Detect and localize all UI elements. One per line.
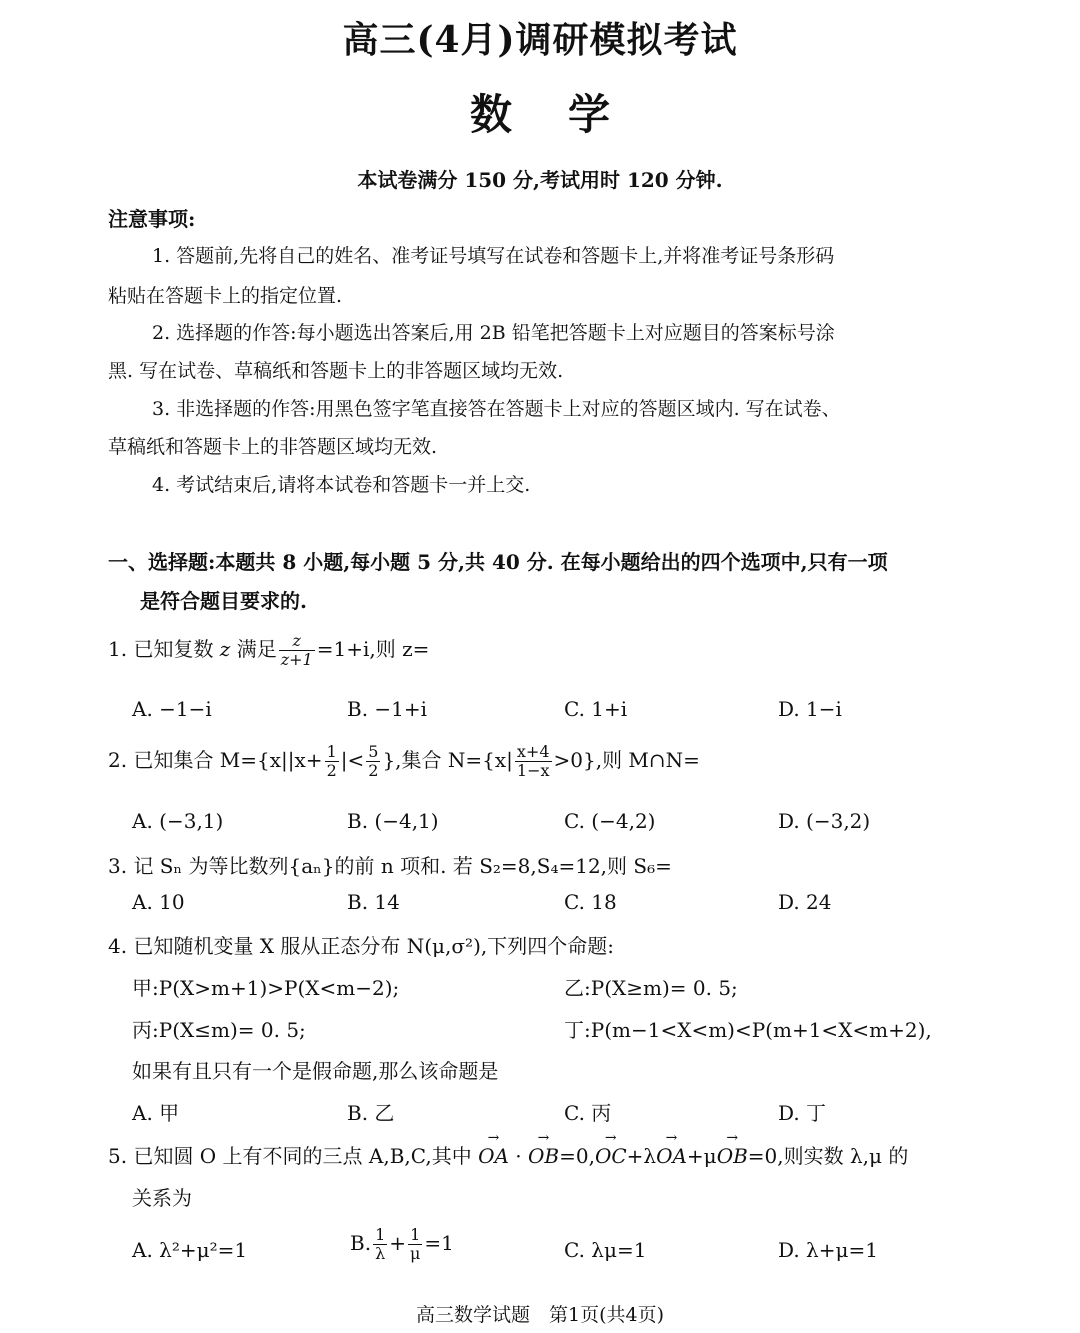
proposition-bing: 丙:P(X≤m)= 0. 5; [132, 1018, 306, 1042]
option-a: A. λ²+μ²=1 [132, 1238, 248, 1262]
question-3: 3. 记 Sₙ 为等比数列{aₙ}的前 n 项和. 若 S₂=8,S₄=12,则 S₆= [108, 854, 672, 878]
note-line: 1. 答题前,先将自己的姓名、准考证号填写在试卷和答题卡上,并将准考证号条形码 [152, 245, 835, 267]
question-2: 2. 已知集合 M={x||x+ $\frac{1}{2}$ |< $\frac{5}{2}$ },集合 N={x| $\frac{x+4}{1-x}$ >0},则 M∩N= [108, 742, 700, 780]
vector: → OA [478, 1144, 509, 1168]
option-a: A. (−3,1) [132, 809, 224, 833]
option-a: A. −1−i [132, 697, 212, 721]
note-line: 黑. 写在试卷、草稿纸和答题卡上的非答题区域均无效. [108, 360, 564, 382]
option-c: C. 18 [564, 890, 617, 914]
note-line: 粘贴在答题卡上的指定位置. [108, 285, 343, 307]
exam-info: 本试卷满分 150 分,考试用时 120 分钟. [357, 168, 723, 192]
option-b: B. (−4,1) [347, 809, 439, 833]
note-line: 4. 考试结束后,请将本试卷和答题卡一并上交. [152, 474, 531, 496]
question-4: 4. 已知随机变量 X 服从正态分布 N(μ,σ²),下列四个命题: [108, 934, 614, 958]
proposition-jia: 甲:P(X>m+1)>P(X<m−2); [132, 976, 400, 1000]
option-b: B. 14 [347, 890, 400, 914]
fraction: $\frac{5}{2}$ [368, 742, 379, 780]
notes-title: 注意事项: [108, 207, 196, 231]
fraction: $\frac{1}{2}$ [326, 742, 337, 780]
option-b: B. −1+i [347, 697, 428, 721]
section-heading-cont: 是符合题目要求的. [140, 589, 307, 613]
section-heading: 一、选择题:本题共 8 小题,每小题 5 分,共 40 分. 在每小题给出的四个选项中,只有一项 [108, 550, 888, 574]
option-b: B. $\frac{1}{\lambda}$ + $\frac{1}{\mu}$ =1 [350, 1225, 454, 1263]
option-c: C. 1+i [564, 697, 628, 721]
option-b: B. 乙 [347, 1101, 395, 1125]
page-footer: 高三数学试题 第1页(共4页) [415, 1304, 664, 1326]
note-line: 2. 选择题的作答:每小题选出答案后,用 2B 铅笔把答题卡上对应题目的答案标号涂 [152, 322, 835, 344]
option-d: D. 1−i [778, 697, 842, 721]
fraction: $\frac{1}{\mu}$ [410, 1225, 421, 1263]
proposition-ding: 丁:P(m−1<X<m)<P(m+1<X<m+2), [564, 1018, 932, 1042]
vector: → OA [656, 1144, 687, 1168]
vector: → OB [717, 1144, 748, 1168]
option-c: C. 丙 [564, 1101, 612, 1125]
note-line: 3. 非选择题的作答:用黑色签字笔直接答在答题卡上对应的答题区域内. 写在试卷、 [152, 398, 841, 420]
option-d: D. λ+μ=1 [778, 1238, 878, 1262]
option-a: A. 甲 [132, 1101, 180, 1125]
subject-title: 数学 [469, 90, 666, 139]
fraction: $\frac{x+4}{1-x}$ [516, 742, 550, 780]
fraction: $\frac{1}{\lambda}$ [375, 1225, 386, 1263]
vector: → OC [595, 1144, 627, 1168]
option-d: D. 24 [778, 890, 832, 914]
option-d: D. (−3,2) [778, 809, 871, 833]
option-d: D. 丁 [778, 1101, 827, 1125]
question-1: 1. 已知复数 z 满足 $\frac{z}{z+1}$ =1+i,则 z= [108, 631, 430, 669]
option-c: C. (−4,2) [564, 809, 656, 833]
vector: → OB [528, 1144, 559, 1168]
question-4-ask: 如果有且只有一个是假命题,那么该命题是 [132, 1059, 499, 1083]
proposition-yi: 乙:P(X≥m)= 0. 5; [564, 976, 738, 1000]
question-5: 5. 已知圆 O 上有不同的三点 A,B,C,其中 → OA · → OB=0,→ OC+λ→ OA+μ→ OB=0,则实数 λ,μ 的 [108, 1140, 908, 1169]
note-line: 草稿纸和答题卡上的非答题区域均无效. [108, 436, 438, 458]
exam-title: 高三(4月)调研模拟考试 [342, 19, 738, 61]
option-a: A. 10 [132, 890, 185, 914]
question-5-cont: 关系为 [132, 1186, 192, 1210]
fraction: $\frac{z}{z+1}$ [280, 631, 313, 669]
option-c: C. λμ=1 [564, 1238, 647, 1262]
